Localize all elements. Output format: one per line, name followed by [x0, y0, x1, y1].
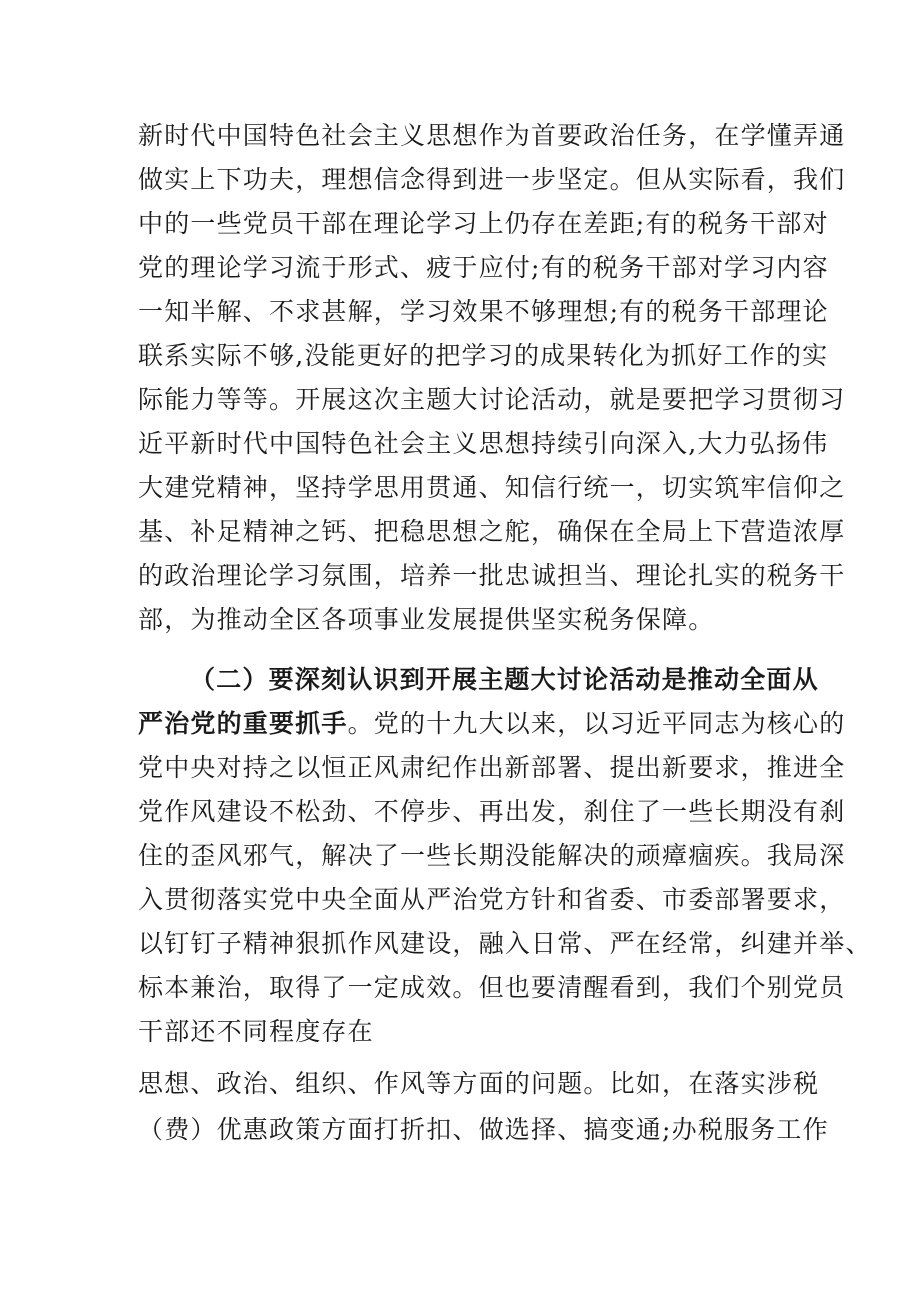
section-heading: （二）要深刻认识到开展主题大讨论活动是推动全面从	[190, 665, 819, 694]
text-line: 的政治理论学习氛围，培养一批忠诚担当、理论扎实的税务干	[138, 561, 846, 590]
text-line: 基、补足精神之钙、把稳思想之舵，确保在全局上下营造浓厚	[138, 517, 846, 546]
text-line: 标本兼治，取得了一定成效。但也要清醒看到，我们个别党员	[138, 973, 846, 1002]
text-line: 以钉钉子精神狠抓作风建设，融入日常、严在经常，纠建并举、	[138, 929, 872, 958]
text-line: 一知半解、不求甚解，学习效果不够理想;有的税务干部理论	[138, 297, 829, 326]
text-run: 。党的十九大以来，以习近平同志为核心的	[347, 709, 846, 738]
text-line: 党作风建设不松劲、不停步、再出发，刹住了一些长期没有刹	[138, 797, 846, 826]
text-line: 近平新时代中国特色社会主义思想持续引向深入,大力弘扬伟	[138, 429, 829, 458]
text-line: （费）优惠政策方面打折扣、做选择、搞变通;办税服务工作	[138, 1115, 829, 1144]
text-line: 党中央对持之以恒正风肃纪作出新部署、提出新要求，推进全	[138, 753, 846, 782]
text-line: 大建党精神，坚持学思用贯通、知信行统一，切实筑牢信仰之	[138, 473, 846, 502]
text-line: 联系实际不够,没能更好的把学习的成果转化为抓好工作的实	[138, 341, 829, 370]
text-line: 入贯彻落实党中央全面从严治党方针和省委、市委部署要求，	[138, 885, 846, 914]
text-line: 党的理论学习流于形式、疲于应付;有的税务干部对学习内容	[138, 253, 829, 282]
text-line: 思想、政治、组织、作风等方面的问题。比如，在落实涉税	[138, 1069, 820, 1098]
heading-continuation-line	[138, 704, 846, 744]
text-line: 新时代中国特色社会主义思想作为首要政治任务，在学懂弄通	[138, 121, 846, 150]
text-line: 做实上下功夫，理想信念得到进一步坚定。但从实际看，我们	[138, 165, 846, 194]
text-line: 住的歪风邪气，解决了一些长期没能解决的顽瘴痼疾。我局深	[138, 841, 846, 870]
text-line: 中的一些党员干部在理论学习上仍存在差距;有的税务干部对	[138, 209, 829, 238]
text-line: 干部还不同程度存在	[138, 1017, 374, 1046]
text-line: 部，为推动全区各项事业发展提供坚实税务保障。	[138, 605, 715, 634]
section-heading-end: 严治党的重要抓手	[138, 709, 348, 738]
text-line: 际能力等等。开展这次主题大讨论活动，就是要把学习贯彻习	[138, 385, 846, 414]
